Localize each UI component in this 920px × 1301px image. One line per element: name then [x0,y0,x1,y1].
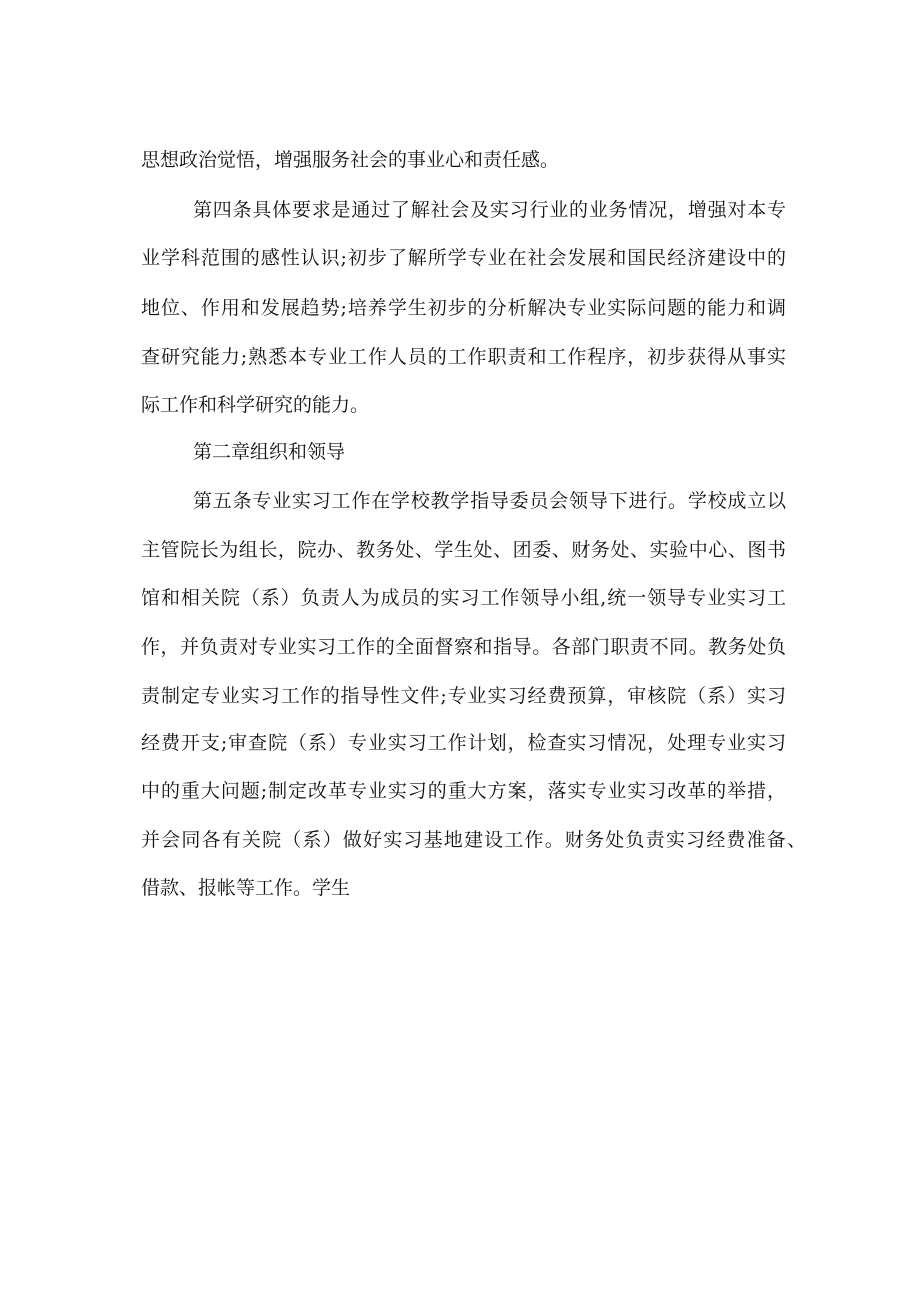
text-line: 作，并负责对专业实习工作的全面督察和指导。各部门职责不同。教务处负 [141,636,786,658]
text-line: 第四条具体要求是通过了解社会及实习行业的业务情况，增强对本专 [193,199,786,221]
text-line: 借款、报帐等工作。学生 [141,877,351,899]
text-line: 经费开支;审查院（系）专业实习工作计划，检查实习情况，处理专业实习 [141,732,786,754]
text-line: 并会同各有关院（系）做好实习基地建设工作。财务处负责实习经费准备、 [141,829,806,851]
text-line: 第五条专业实习工作在学校教学指导委员会领导下进行。学校成立以 [193,490,786,512]
text-line: 责制定专业实习工作的指导性文件;专业实习经费预算，审核院（系）实习 [141,685,786,707]
text-line: 馆和相关院（系）负责人为成员的实习工作领导小组,统一领导专业实习工 [141,587,786,609]
text-line: 际工作和科学研究的能力。 [141,394,370,416]
text-line: 业学科范围的感性认识;初步了解所学专业在社会发展和国民经济建设中的 [141,247,786,269]
text-line: 中的重大问题;制定改革专业实习的重大方案，落实专业实习改革的举措， [141,780,786,802]
text-line: 思想政治觉悟，增强服务社会的事业心和责任感。 [141,149,560,171]
text-line: 地位、作用和发展趋势;培养学生初步的分析解决专业实际问题的能力和调 [141,297,786,319]
text-line: 查研究能力;熟悉本专业工作人员的工作职责和工作程序，初步获得从事实 [141,346,786,368]
text-line: 主管院长为组长，院办、教务处、学生处、团委、财务处、实验中心、图书 [141,539,786,561]
chapter-heading: 第二章组织和领导 [193,441,346,463]
